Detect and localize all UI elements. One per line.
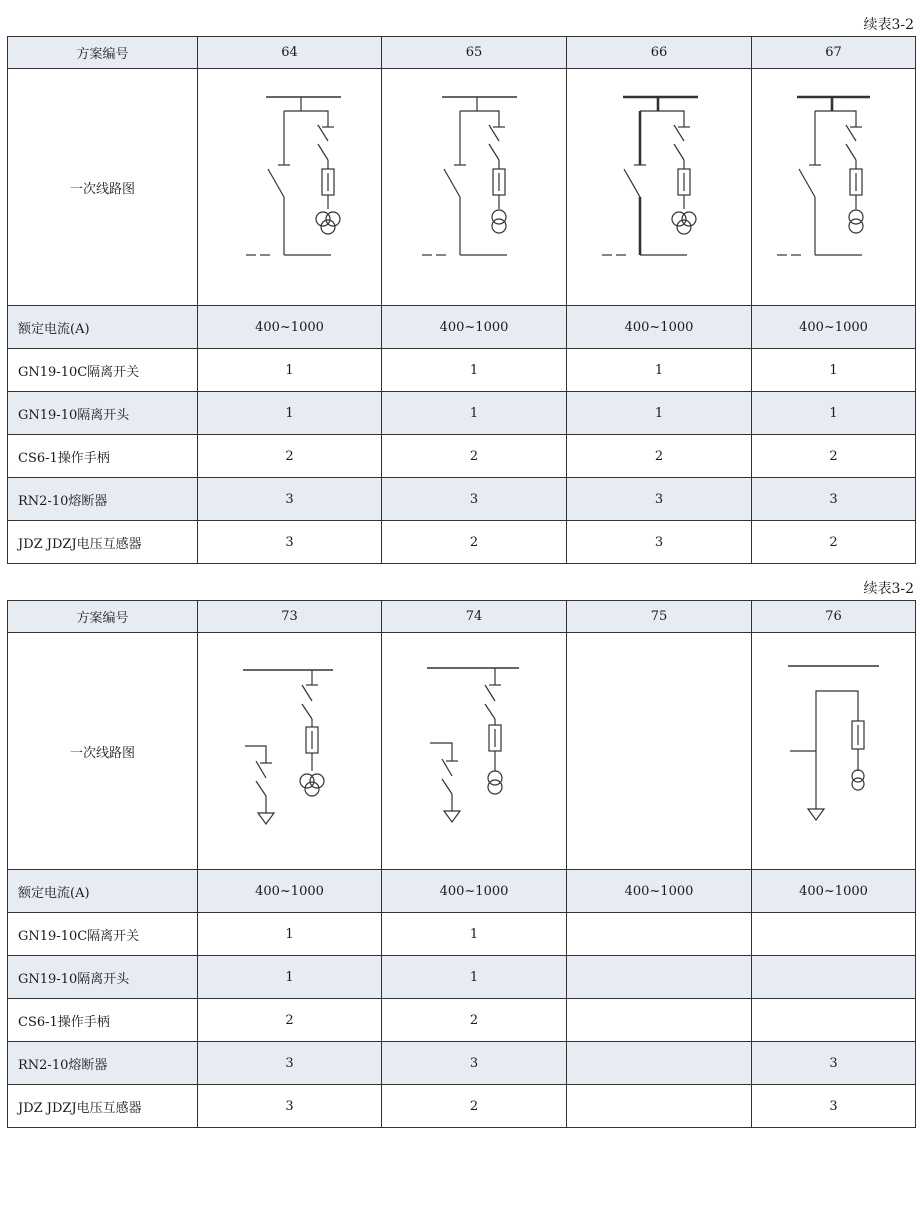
table-cell: 2: [567, 435, 752, 478]
row-label: GN19-10隔离开头: [8, 392, 198, 435]
table-row: [8, 478, 916, 521]
table-cell: 3: [382, 478, 567, 521]
table-cell: 1: [198, 349, 382, 392]
table-cell: 3: [752, 1085, 916, 1128]
table-caption: 续表3-2: [863, 581, 914, 597]
table-cell: [752, 999, 916, 1042]
table-cell: 2: [752, 435, 916, 478]
table-caption: 续表3-2: [863, 17, 914, 33]
column-header: 64: [198, 37, 382, 69]
table-cell: 400~1000: [567, 306, 752, 349]
table-cell: 2: [382, 435, 567, 478]
row-label: GN19-10隔离开头: [8, 956, 198, 999]
table-cell: 3: [382, 1042, 567, 1085]
row-label: JDZ JDZJ电压互感器: [8, 521, 198, 564]
table-row: [8, 306, 916, 349]
row-label: RN2-10熔断器: [8, 478, 198, 521]
table-cell: 1: [752, 392, 916, 435]
table-cell: 3: [567, 478, 752, 521]
table-row: [8, 870, 916, 913]
table-row: [8, 999, 916, 1042]
table-cell: 400~1000: [752, 306, 916, 349]
row-label: 额定电流(A): [8, 870, 198, 913]
table-cell: [567, 1042, 752, 1085]
column-header: 75: [567, 601, 752, 633]
circuit-diagram-76: [752, 633, 916, 870]
table-cell: 2: [198, 999, 382, 1042]
table-row: [8, 392, 916, 435]
header-row: [8, 601, 916, 633]
table-row: [8, 435, 916, 478]
table-cell: 400~1000: [198, 306, 382, 349]
row-label: GN19-10C隔离开关: [8, 349, 198, 392]
primary-circuit-label: 一次线路图: [8, 69, 198, 306]
table-row: [8, 913, 916, 956]
table-row: [8, 956, 916, 999]
column-header: 74: [382, 601, 567, 633]
row-label: CS6-1操作手柄: [8, 999, 198, 1042]
table-cell: 1: [198, 392, 382, 435]
table-cell: 1: [382, 349, 567, 392]
table-cell: 1: [198, 913, 382, 956]
column-header: 66: [567, 37, 752, 69]
row-label: CS6-1操作手柄: [8, 435, 198, 478]
table-cell: 3: [198, 1085, 382, 1128]
table-cell: 3: [752, 1042, 916, 1085]
table-cell: 400~1000: [382, 870, 567, 913]
circuit-diagram-75: [567, 633, 752, 870]
diagram-row: [8, 69, 916, 306]
table-cell: 2: [752, 521, 916, 564]
table-row: [8, 521, 916, 564]
column-header: 73: [198, 601, 382, 633]
column-header: 76: [752, 601, 916, 633]
diagram-row: [8, 633, 916, 870]
table-row: [8, 1085, 916, 1128]
table-cell: 2: [382, 999, 567, 1042]
table-cell: [567, 999, 752, 1042]
table-cell: 400~1000: [198, 870, 382, 913]
header-row: [8, 37, 916, 69]
table-cell: [567, 1085, 752, 1128]
table-cell: 1: [382, 392, 567, 435]
table-cell: 1: [382, 956, 567, 999]
scheme-number-label: 方案编号: [8, 601, 198, 633]
table-row: [8, 349, 916, 392]
scheme-table-64-67: [7, 36, 916, 564]
table-cell: 1: [567, 392, 752, 435]
table-cell: [567, 956, 752, 999]
table-row: [8, 1042, 916, 1085]
circuit-diagram-65: [382, 69, 567, 306]
table-cell: 2: [198, 435, 382, 478]
table-cell: 3: [567, 521, 752, 564]
primary-circuit-label: 一次线路图: [8, 633, 198, 870]
table-cell: 1: [567, 349, 752, 392]
circuit-diagram-64: [198, 69, 382, 306]
row-label: JDZ JDZJ电压互感器: [8, 1085, 198, 1128]
table-cell: 1: [198, 956, 382, 999]
table-cell: [567, 913, 752, 956]
table-cell: 3: [198, 478, 382, 521]
circuit-diagram-73: [198, 633, 382, 870]
table-cell: [752, 956, 916, 999]
table-cell: 3: [752, 478, 916, 521]
table-cell: 1: [752, 349, 916, 392]
circuit-diagram-66: [567, 69, 752, 306]
table-cell: [752, 913, 916, 956]
table-cell: 2: [382, 521, 567, 564]
column-header: 67: [752, 37, 916, 69]
table-cell: 3: [198, 1042, 382, 1085]
scheme-table-73-76: [7, 600, 916, 1128]
table-cell: 400~1000: [382, 306, 567, 349]
row-label: GN19-10C隔离开关: [8, 913, 198, 956]
scheme-number-label: 方案编号: [8, 37, 198, 69]
table-cell: 2: [382, 1085, 567, 1128]
row-label: RN2-10熔断器: [8, 1042, 198, 1085]
table-cell: 400~1000: [752, 870, 916, 913]
table-cell: 400~1000: [567, 870, 752, 913]
row-label: 额定电流(A): [8, 306, 198, 349]
column-header: 65: [382, 37, 567, 69]
table-cell: 3: [198, 521, 382, 564]
circuit-diagram-74: [382, 633, 567, 870]
circuit-diagram-67: [752, 69, 916, 306]
table-cell: 1: [382, 913, 567, 956]
